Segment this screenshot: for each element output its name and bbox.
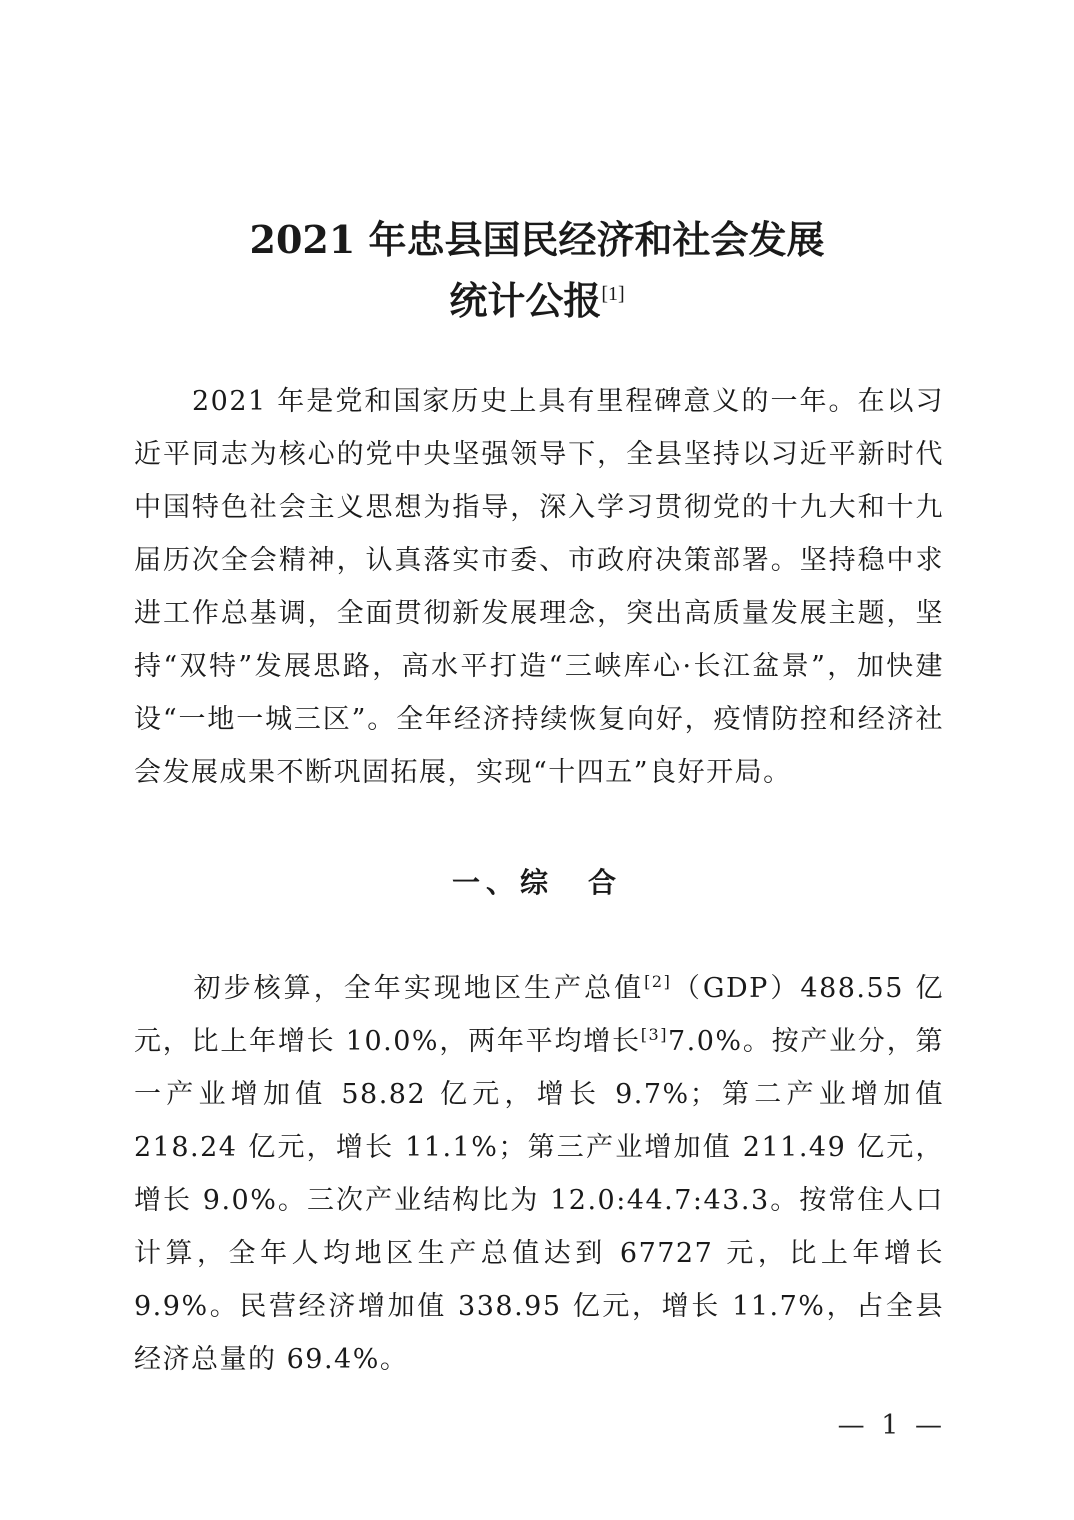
intro-paragraph (134, 375, 944, 799)
footnote-ref-3[interactable]: [3] (640, 1025, 668, 1044)
footnote-ref-2[interactable]: [2] (644, 972, 672, 991)
section1-paragraph-text-2: （GDP）488.55 亿元，比上年增长 10.0%，两年平均增长 (134, 973, 944, 1057)
document-title-line1: 2021 年忠县国民经济和社会发展 (249, 217, 825, 262)
document-title-line2 (0, 266, 1074, 329)
section1-paragraph-text-1: 初步核算，全年实现地区生产总值 (192, 973, 645, 1004)
page-number: — 1 — (837, 1410, 946, 1441)
footnote-ref-1[interactable]: [1] (601, 283, 625, 305)
section1-paragraph-text-3: 7.0%。按产业分，第一产业增加值 58.82 亿元，增长 9.7%；第二产业增加值 218.24 亿元，增长 11.1%；第三产业增加值 211.49 亿元，增长 9.0%。三次产业结构比为 12.0:44.7:43.3。按常住人口计算，全年人均地区生产总值达到 67727 元，比上年增长 9.9%。民营经济增加值 338.95 亿元，增长 11.7%，占全县经济总量的 69.4%。 (134, 1026, 944, 1375)
section1-paragraph (134, 962, 944, 1386)
intro-paragraph-text: 2021 年是党和国家历史上具有里程碑意义的一年。在以习近平同志为核心的党中央坚强领导下，全县坚持以习近平新时代中国特色社会主义思想为指导，深入学习贯彻党的十九大和十九届历次全会精神，认真落实市委、市政府决策部署。坚持稳中求进工作总基调，全面贯彻新发展理念，突出高质量发展主题，坚持“双特”发展思路，高水平打造“三峡库心·长江盆景”，加快建设“一地一城三区”。全年经济持续恢复向好，疫情防控和经济社会发展成果不断巩固拓展，实现“十四五”良好开局。 (134, 386, 944, 788)
section-heading-general: 一、综 合 (451, 866, 622, 899)
document-title-line2-text: 统计公报 (449, 278, 602, 323)
